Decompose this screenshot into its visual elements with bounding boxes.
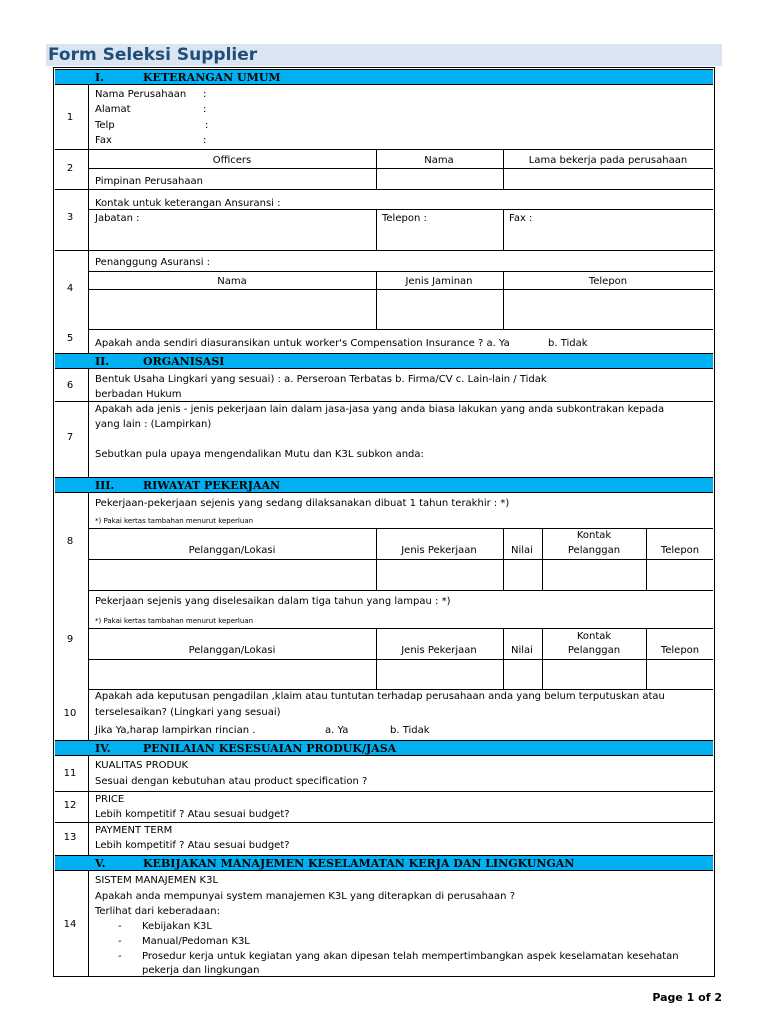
question-price: Lebih kompetitif ? Atau sesuai budget? bbox=[95, 809, 290, 820]
bullet-dash: - bbox=[118, 921, 122, 932]
row-number: 6 bbox=[66, 380, 74, 391]
question-bentuk-usaha: Bentuk Usaha Lingkari yang sesuai) : a. Perseroan Terbatas b. Firma/CV c. Lain-lain / Tidak bbox=[95, 374, 547, 385]
note-kertas-tambahan: *) Pakai kertas tambahan menurut keperluan bbox=[95, 517, 254, 525]
col-nilai: Nilai bbox=[511, 545, 533, 556]
label-telp: Telp bbox=[95, 120, 115, 131]
bullet-dash: - bbox=[118, 951, 122, 962]
row-number: 3 bbox=[66, 212, 74, 223]
row-number: 11 bbox=[63, 768, 77, 779]
title-bar bbox=[46, 44, 722, 66]
col-jenis-pekerjaan: Jenis Pekerjaan bbox=[401, 645, 477, 656]
question-compensation: Apakah anda sendiri diasuransikan untuk worker's Compensation Insurance ? a. Ya bbox=[95, 338, 510, 349]
col-jenis-pekerjaan: Jenis Pekerjaan bbox=[401, 545, 477, 556]
label-payment-term: PAYMENT TERM bbox=[95, 825, 173, 836]
colon: : bbox=[203, 104, 207, 115]
row-number: 8 bbox=[66, 536, 74, 547]
label-telepon: Telepon : bbox=[382, 213, 427, 224]
col-lama-bekerja: Lama bekerja pada perusahaan bbox=[528, 155, 688, 166]
section-2-header: II. ORGANISASI bbox=[55, 353, 713, 369]
row-number: 7 bbox=[66, 432, 74, 443]
row-number: 10 bbox=[63, 708, 77, 719]
list-item: Kebijakan K3L bbox=[142, 921, 212, 932]
row-number: 4 bbox=[66, 283, 74, 294]
col-telepon: Telepon bbox=[660, 545, 700, 556]
bullet-dash: - bbox=[118, 936, 122, 947]
label-penanggung: Penanggung Asuransi : bbox=[95, 257, 211, 268]
label-pimpinan: Pimpinan Perusahaan bbox=[95, 176, 203, 187]
col-kontak: Kontak bbox=[576, 631, 612, 642]
col-kontak: Kontak bbox=[576, 530, 612, 541]
col-pelanggan: Pelanggan/Lokasi bbox=[188, 545, 276, 556]
label-price: PRICE bbox=[95, 794, 125, 805]
section-1-header: I. KETERANGAN UMUM bbox=[55, 69, 713, 85]
question-keputusan-cont: terselesaikan? (Lingkari yang sesuai) bbox=[95, 707, 281, 718]
row-number: 2 bbox=[66, 163, 74, 174]
row-number: 1 bbox=[66, 112, 74, 123]
num-col-divider bbox=[88, 84, 89, 977]
question-subkontrak-cont: yang lain : (Lampirkan) bbox=[95, 419, 212, 430]
label-terlihat: Terlihat dari keberadaan: bbox=[95, 906, 220, 917]
label-sistem-k3l: SISTEM MANAJEMEN K3L bbox=[95, 875, 219, 886]
row-number: 14 bbox=[63, 919, 77, 930]
label-kontak-asuransi: Kontak untuk keterangan Ansuransi : bbox=[95, 198, 281, 209]
colon: : bbox=[205, 120, 209, 131]
question-subkontrak: Apakah ada jenis - jenis pekerjaan lain dalam jasa-jasa yang anda biasa lakukan yang anda subkontrakan kepada bbox=[95, 404, 665, 415]
colon: : bbox=[203, 135, 207, 146]
row-number: 12 bbox=[63, 800, 77, 811]
label-fax: Fax bbox=[95, 135, 112, 146]
page-number: Page 1 of 2 bbox=[652, 991, 722, 1004]
col-nama: Nama bbox=[217, 276, 247, 287]
question-mutu-k3l: Sebutkan pula upaya mengendalikan Mutu dan K3L subkon anda: bbox=[95, 449, 424, 460]
question-bentuk-usaha-cont: berbadan Hukum bbox=[95, 389, 182, 400]
col-telepon: Telepon bbox=[588, 276, 628, 287]
question-kualitas: Sesuai dengan kebutuhan atau product specification ? bbox=[95, 776, 368, 787]
section-4-header: IV. PENILAIAN KESESUAIAN PRODUK/JASA bbox=[55, 740, 713, 756]
col-kontak-pelanggan: Pelanggan bbox=[567, 645, 621, 656]
list-item: Manual/Pedoman K3L bbox=[142, 936, 250, 947]
question-pekerjaan-selesai: Pekerjaan sejenis yang diselesaikan dalam tiga tahun yang lampau : *) bbox=[95, 596, 451, 607]
col-kontak-pelanggan: Pelanggan bbox=[567, 545, 621, 556]
col-jenis-jaminan: Jenis Jaminan bbox=[405, 276, 473, 287]
col-officers: Officers bbox=[212, 155, 252, 166]
section-3-header: III. RIWAYAT PEKERJAAN bbox=[55, 477, 713, 493]
option-tidak: b. Tidak bbox=[548, 338, 588, 349]
question-payment: Lebih kompetitif ? Atau sesuai budget? bbox=[95, 840, 290, 851]
label-alamat: Alamat bbox=[95, 104, 131, 115]
col-pelanggan: Pelanggan/Lokasi bbox=[188, 645, 276, 656]
row-number: 5 bbox=[66, 333, 74, 344]
row-number: 13 bbox=[63, 832, 77, 843]
label-nama-perusahaan: Nama Perusahaan bbox=[95, 89, 187, 100]
note-kertas-tambahan: *) Pakai kertas tambahan menurut keperluan bbox=[95, 617, 254, 625]
page-title: Form Seleksi Supplier bbox=[48, 45, 258, 65]
col-nama: Nama bbox=[424, 155, 454, 166]
label-kualitas-produk: KUALITAS PRODUK bbox=[95, 760, 189, 771]
section-5-header: V. KEBIJAKAN MANAJEMEN KESELAMATAN KERJA DAN LINGKUNGAN bbox=[55, 855, 713, 871]
question-pekerjaan-berjalan: Pekerjaan-pekerjaan sejenis yang sedang dilaksanakan dibuat 1 tahun terakhir : *) bbox=[95, 498, 510, 509]
question-keputusan-pengadilan: Apakah ada keputusan pengadilan ,klaim atau tuntutan terhadap perusahaan anda yang belum terputuskan atau bbox=[95, 691, 665, 702]
label-fax: Fax : bbox=[509, 213, 533, 224]
row-number: 9 bbox=[66, 634, 74, 645]
col-telepon: Telepon bbox=[660, 645, 700, 656]
list-item-cont: pekerja dan lingkungan bbox=[142, 965, 260, 976]
colon: : bbox=[203, 89, 207, 100]
list-item: Prosedur kerja untuk kegiatan yang akan dipesan telah mempertimbangkan aspek keselamatan kesehatan bbox=[142, 951, 679, 962]
option-ya: a. Ya bbox=[325, 725, 349, 736]
col-nilai: Nilai bbox=[511, 645, 533, 656]
question-sistem-k3l: Apakah anda mempunyai system manajemen K3L yang diterapkan di perusahaan ? bbox=[95, 891, 515, 902]
label-jabatan: Jabatan : bbox=[95, 213, 140, 224]
question-lampirkan: Jika Ya,harap lampirkan rincian . bbox=[95, 725, 256, 736]
option-tidak: b. Tidak bbox=[390, 725, 430, 736]
